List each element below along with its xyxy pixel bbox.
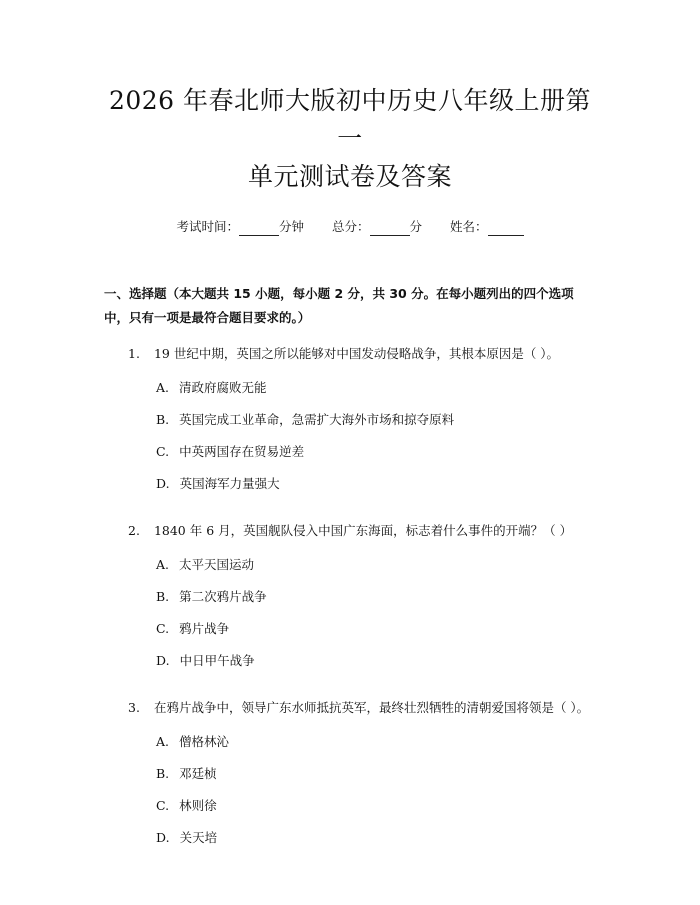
option-text: 清政府腐败无能 bbox=[179, 380, 267, 395]
question-3 bbox=[104, 696, 596, 861]
option-letter: A. bbox=[156, 557, 170, 572]
title-line-2: 单元测试卷及答案 bbox=[247, 162, 452, 191]
question-3-option-a bbox=[104, 733, 596, 765]
option-text: 中英两国存在贸易逆差 bbox=[179, 444, 305, 459]
option-letter: D. bbox=[156, 830, 170, 845]
question-1-option-d bbox=[104, 475, 596, 507]
question-1-option-b bbox=[104, 411, 596, 443]
option-letter: C. bbox=[156, 444, 170, 459]
question-3-option-c bbox=[104, 797, 596, 829]
question-2-option-d bbox=[104, 652, 596, 684]
option-letter: D. bbox=[156, 653, 170, 668]
total-score-field bbox=[332, 218, 422, 236]
question-1-stem bbox=[104, 342, 596, 365]
option-text: 邓廷桢 bbox=[179, 766, 217, 781]
option-text: 第二次鸦片战争 bbox=[179, 589, 267, 604]
question-2-stem bbox=[104, 519, 596, 542]
name-blank bbox=[488, 223, 524, 236]
name-label: 姓名： bbox=[450, 219, 488, 234]
option-text: 关天培 bbox=[179, 830, 218, 845]
option-letter: D. bbox=[156, 476, 170, 491]
question-1 bbox=[104, 342, 596, 507]
question-1-text: 19 世纪中期，英国之所以能够对中国发动侵略战争，其根本原因是（ ）。 bbox=[153, 346, 560, 361]
title-line-1: 2026 年春北师大版初中历史八年级上册第一 bbox=[108, 86, 592, 153]
section-title: 一、选择题（本大题共 15 小题，每小题 2 分，共 30 分。在每小题列出的四个选项中，只有一项是最符合题目要求的。） bbox=[104, 286, 574, 325]
option-letter: B. bbox=[156, 766, 170, 781]
question-3-stem bbox=[104, 696, 596, 719]
exam-time-blank bbox=[239, 223, 279, 236]
question-2-text: 1840 年 6 月，英国舰队侵入中国广东海面，标志着什么事件的开端？（ ） bbox=[153, 523, 573, 538]
question-1-number: 1. bbox=[128, 346, 140, 361]
question-2-number: 2. bbox=[128, 523, 140, 538]
question-2-option-a bbox=[104, 556, 596, 588]
exam-time-label: 考试时间： bbox=[176, 219, 239, 234]
option-text: 太平天国运动 bbox=[179, 557, 255, 572]
exam-time-unit: 分钟 bbox=[278, 219, 304, 234]
name-field bbox=[450, 218, 524, 236]
question-2-option-b bbox=[104, 588, 596, 620]
option-letter: A. bbox=[156, 380, 170, 395]
option-text: 英国完成工业革命，急需扩大海外市场和掠夺原料 bbox=[179, 412, 455, 427]
question-3-text: 在鸦片战争中，领导广东水师抵抗英军，最终壮烈牺牲的清朝爱国将领是（ ）。 bbox=[153, 700, 590, 715]
question-2 bbox=[104, 519, 596, 684]
question-1-option-c bbox=[104, 443, 596, 475]
option-text: 林则徐 bbox=[179, 798, 217, 813]
option-text: 僧格林沁 bbox=[179, 734, 230, 749]
option-letter: B. bbox=[156, 589, 170, 604]
question-3-option-d bbox=[104, 829, 596, 861]
question-3-options bbox=[104, 733, 596, 861]
option-letter: C. bbox=[156, 621, 170, 636]
question-1-option-a bbox=[104, 379, 596, 411]
exam-meta bbox=[104, 218, 596, 236]
question-3-number: 3. bbox=[128, 700, 140, 715]
total-score-label: 总分： bbox=[331, 219, 370, 234]
option-text: 英国海军力量强大 bbox=[179, 476, 280, 491]
option-text: 鸦片战争 bbox=[179, 621, 230, 636]
option-letter: B. bbox=[156, 412, 170, 427]
total-score-blank bbox=[370, 223, 410, 236]
option-text: 中日甲午战争 bbox=[179, 653, 255, 668]
option-letter: C. bbox=[156, 798, 170, 813]
question-2-options bbox=[104, 556, 596, 684]
question-2-option-c bbox=[104, 620, 596, 652]
question-1-options bbox=[104, 379, 596, 507]
total-score-unit: 分 bbox=[409, 219, 423, 234]
exam-time-field bbox=[176, 218, 304, 236]
question-3-option-b bbox=[104, 765, 596, 797]
page-title bbox=[104, 0, 596, 196]
option-letter: A. bbox=[156, 734, 170, 749]
